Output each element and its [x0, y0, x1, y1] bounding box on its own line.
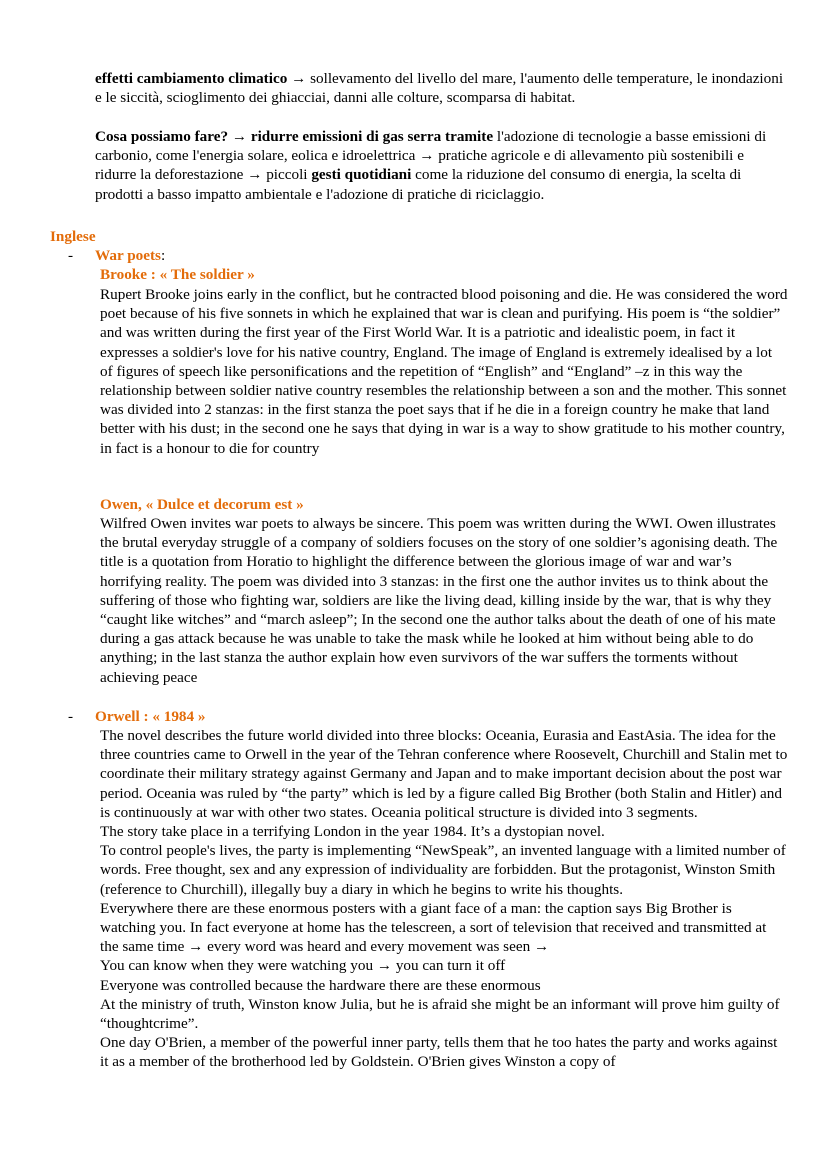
action-text-4: come la riduzione del consumo di energia, la scelta di prodotti a basso impatto ambientale e l'adozione di pratiche di riciclaggio. [95, 166, 742, 203]
action-gesti: gesti quotidiani [311, 166, 412, 184]
orwell-paragraph-2: The story take place in a terrifying London in the year 1984. It’s a dystopian novel. [100, 823, 605, 841]
orwell-paragraph-3: To control people's lives, the party is implementing “NewSpeak”, an invented language with a limited number of words. Free thought, sex and any expression of individuality are forbidden. But the protagonist, Winston Smith (reference to Churchill), illegally buy a diary in which he begins to write his thoughts. [100, 842, 786, 898]
orwell-paragraph-4 [100, 899, 788, 976]
orwell-paragraph-1: The novel describes the future world divided into three blocks: Oceania, Eurasia and EastAsia. The idea for the three countries came to Orwell in the year of the Tehran conference where Roosevelt, Churchill and Stalin met to coordinate their military strategy against Germany and Japan and to make important decision about the post war period. Oceania was ruled by “the party” which is led by a figure called Big Brother (both Stalin and Hitler) and is continuously at war with other two states. Oceania political structure is divided into 3 segments. [100, 727, 788, 821]
arrow-icon: → [376, 957, 393, 975]
action-text-3: piccoli [262, 166, 312, 184]
orwell-p4-c: You can know when they were watching you [100, 957, 377, 975]
arrow-icon: → [188, 938, 204, 956]
arrow-icon: → [419, 147, 435, 165]
orwell-p4-a: Everywhere there are these enormous posters with a giant face of a man: the caption says Big Brother is watching you. In fact everyone at home has the telescreen, a sort of television that received and transmitted at the same time [100, 899, 767, 956]
action-text-1: l'adozione di tecnologie a basse emissioni di carbonio, come l'energia solare, eolica e idroelettrica [95, 128, 767, 165]
brooke-text: Rupert Brooke joins early in the conflict, but he contracted blood poisoning and die. He was considered the word poet because of his five sonnets in which he explained that war is clean and purifying. His poem is “the soldier” and was written during the first year of the First World War. It is a patriotic and idealistic poem, in fact it expresses a soldier's love for his native country, England. The image of England is extremely idealised by a lot of figures of speech like personifications and the repetition of “English” and “England” –z in this way the relationship between soldier native country resembles the relationship between a son and the mother. This sonnet was divided into 2 stanzas: in the first stanza the poet says that if he die in a foreign country he make that land better with his dust; in the second one he says that dying in war is a way to show gratitude to his mother country, in fact is a honour to die for country [100, 286, 788, 457]
arrow-icon: → [231, 128, 248, 145]
war-poets-label: War poets [95, 247, 161, 264]
action-question: Cosa possiamo fare? [95, 128, 229, 145]
climate-effects-paragraph [95, 69, 785, 107]
bullet-dash: - [68, 708, 74, 725]
orwell-paragraph-7: One day O'Brien, a member of the powerful inner party, tells them that he too hates the party and works against it as a member of the brotherhood led by Goldstein. O'Brien gives Winston a copy of [100, 1034, 778, 1071]
owen-text: Wilfred Owen invites war poets to always be sincere. This poem was written during the WWI. Owen illustrates the brutal everyday struggle of a company of soldiers focuses on the story of one soldier’s agonising death. The title is a quotation from Horatio to highlight the difference between the glorious image of war and war’s horrifying reality. The poem was divided into 3 stanzas: in the first one the author invites us to think about the suffering of those who fighting war, soldiers are like the living dead, killing inside by the war, that is why they “caught like witches” and “march asleep”; In the second one the author talks about the death of one of his mate during a gas attack because he was unable to take the mask while he looked at him without being able to do anything; in the last stanza the author explain how even survivors of the war suffers the torments without achieving peace [100, 515, 778, 686]
brooke-title: Brooke : « The soldier » [100, 266, 255, 283]
section-heading-inglese: Inglese [50, 228, 96, 245]
climate-effects-label: effetti cambiamento climatico [95, 70, 288, 87]
orwell-title: Orwell : « 1984 » [95, 708, 206, 725]
orwell-p4-b: every word was heard and every movement was seen [203, 938, 534, 956]
owen-title: Owen, « Dulce et decorum est » [100, 496, 304, 513]
orwell-paragraph-6: At the ministry of truth, Winston know Julia, but he is afraid she might be an informant will prove him guilty of “thoughtcrime”. [100, 995, 780, 1033]
bullet-dash: - [68, 247, 74, 264]
climate-effects-text: sollevamento del livello del mare, l'aumento delle temperature, le inondazioni e le siccità, scioglimento dei ghiacciai, danni alle colture, scomparsa di habitat. [95, 70, 784, 107]
orwell-text [100, 726, 788, 1072]
action-reduce: ridurre emissioni di gas serra tramite [247, 128, 494, 145]
arrow-icon: → [247, 166, 263, 184]
war-poets-colon: : [160, 247, 166, 264]
climate-action-paragraph [95, 127, 785, 204]
orwell-p4-d: you can turn it off [392, 957, 506, 975]
orwell-paragraph-5: Everyone was controlled because the hardware there are these enormous [100, 976, 541, 994]
action-text-2: pratiche agricole e di allevamento più sostenibili e ridurre la deforestazione [95, 147, 744, 184]
war-poets-heading [95, 246, 165, 265]
arrow-icon: → [533, 938, 550, 956]
arrow-icon: → [291, 70, 307, 87]
